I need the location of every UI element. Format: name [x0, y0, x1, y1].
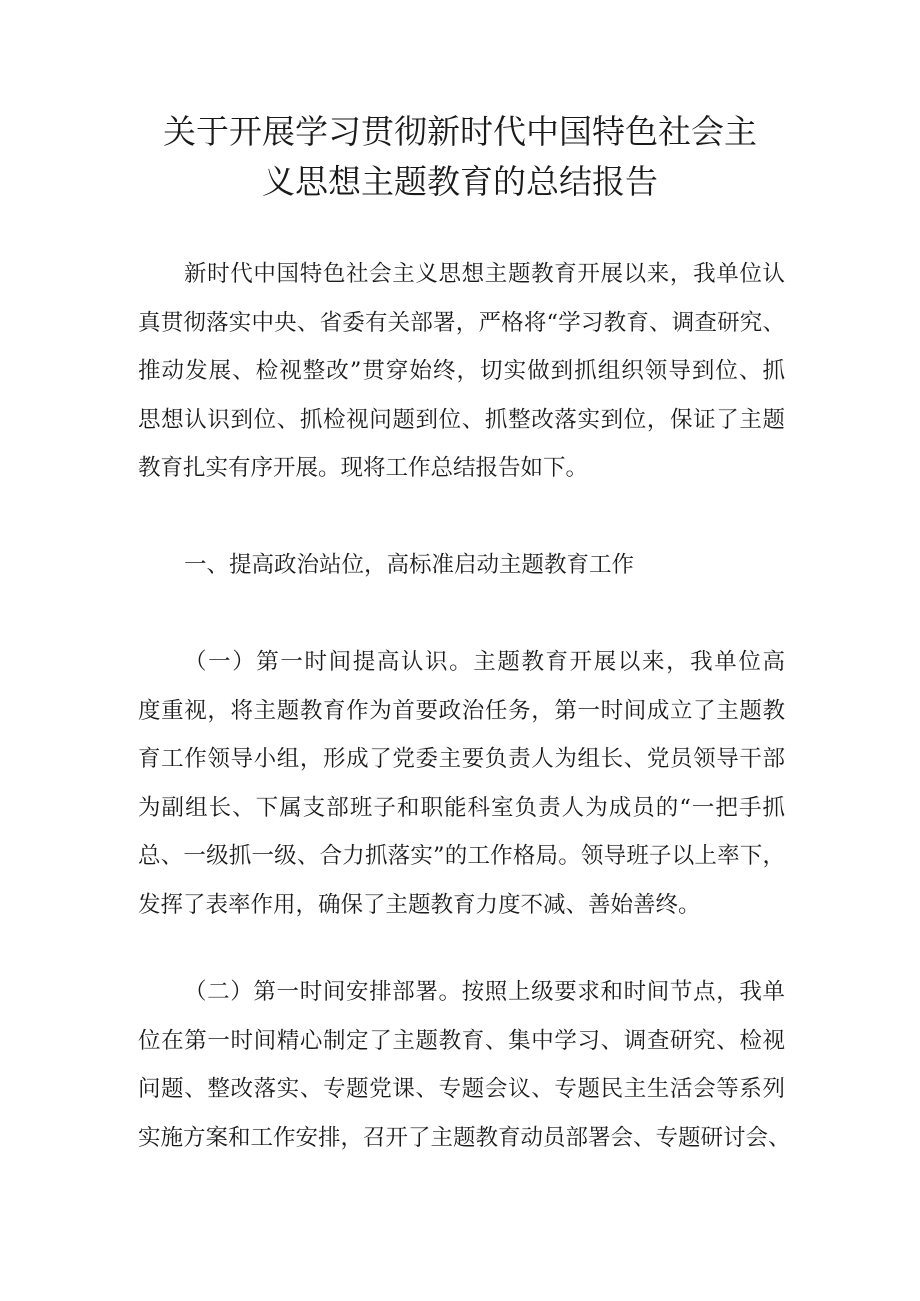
intro-line: 真贯彻落实中央、省委有关部署，严格将“学习教育、调查研究、	[138, 309, 785, 336]
intro-line: 新时代中国特色社会主义思想主题教育开展以来，我单位认	[184, 261, 785, 287]
sub2-line: 问题、整改落实、专题党课、专题会议、专题民主生活会等系列	[138, 1076, 785, 1102]
intro-line: 思想认识到位、抓检视问题到位、抓整改落实到位，保证了主题	[138, 406, 785, 433]
sub1-line: 育工作领导小组，形成了党委主要负责人为组长、党员领导干部	[138, 746, 785, 772]
sub2-line: 实施方案和工作安排，召开了主题教育动员部署会、专题研讨会、	[138, 1124, 791, 1151]
sub1-line: 为副组长、下属支部班子和职能科室负责人为成员的“一把手抓	[138, 794, 785, 821]
sub1-line: 度重视，将主题教育作为首要政治任务，第一时间成立了主题教	[138, 697, 785, 724]
title-line-2: 义思想主题教育的总结报告	[262, 162, 658, 201]
sub2-line: （二）第一时间安排部署。按照上级要求和时间节点，我单	[184, 979, 785, 1005]
sub1-line: 总、一级抓一级、合力抓落实”的工作格局。领导班子以上率下，	[138, 843, 785, 869]
title-line-1: 关于开展学习贯彻新时代中国特色社会主	[163, 112, 757, 151]
intro-paragraph	[138, 250, 785, 493]
sub1-line: 发挥了表率作用，确保了主题教育力度不减、善始善终。	[138, 891, 701, 918]
document-title	[120, 107, 800, 207]
intro-line: 推动发展、检视整改”贯穿始终，切实做到抓组织领导到位、抓	[138, 358, 785, 384]
sub1-line: （一）第一时间提高认识。主题教育开展以来，我单位高	[184, 649, 785, 675]
intro-line: 教育扎实有序开展。现将工作总结报告如下。	[138, 455, 589, 481]
subsection-1-paragraph	[138, 638, 785, 929]
sub2-line: 位在第一时间精心制定了主题教育、集中学习、调查研究、检视	[138, 1027, 785, 1054]
section-1-heading: 一、提高政治站位，高标准启动主题教育工作	[184, 552, 635, 578]
subsection-2-paragraph	[138, 968, 791, 1162]
